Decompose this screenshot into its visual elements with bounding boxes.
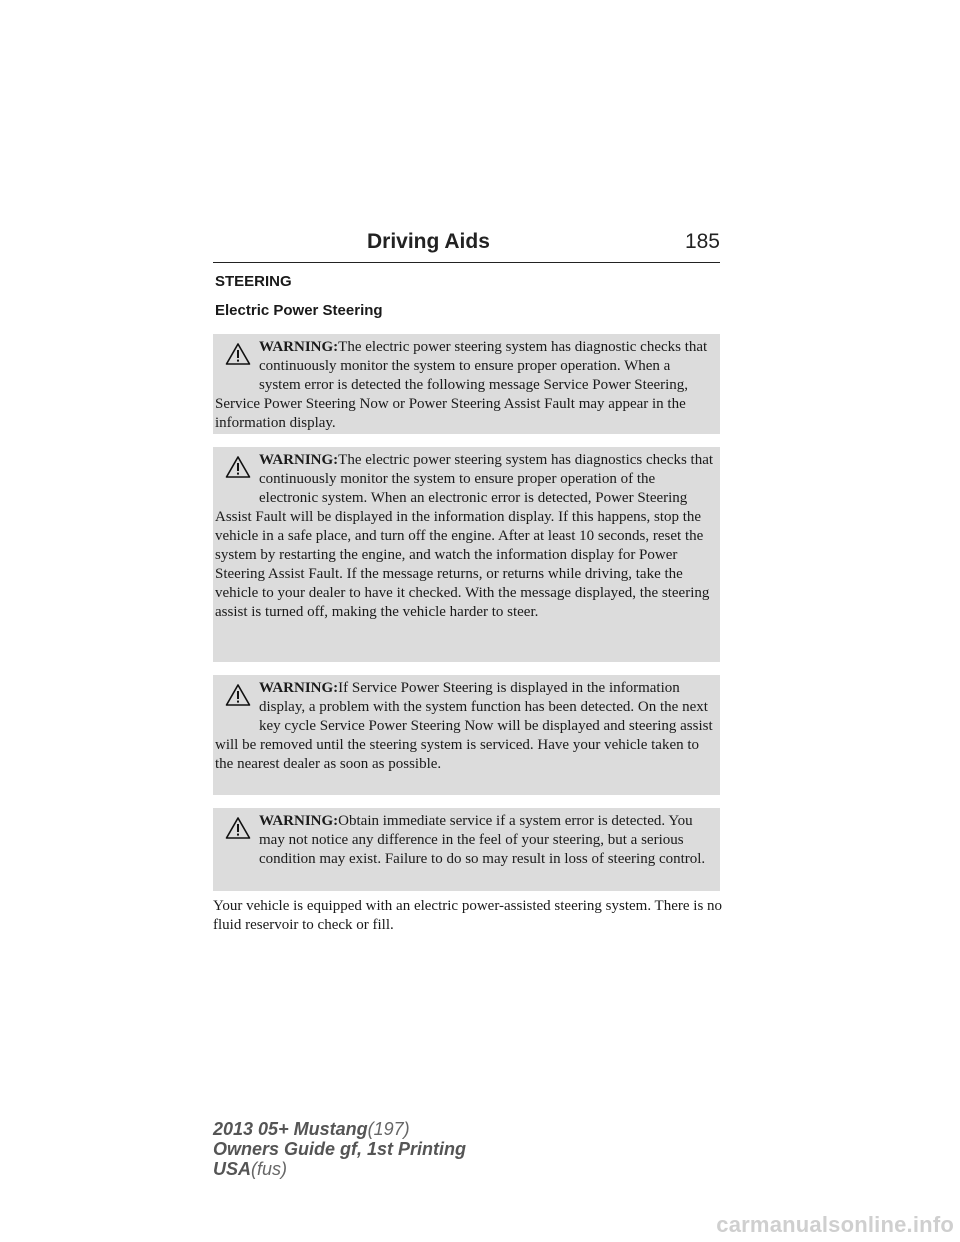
- subsection-heading: Electric Power Steering: [215, 302, 383, 319]
- warning-triangle-icon: [215, 683, 255, 719]
- section-heading: STEERING: [215, 273, 292, 290]
- footer-market-code: (fus): [251, 1159, 288, 1179]
- warning-label: WARNING:: [259, 339, 339, 355]
- body-paragraph: Your vehicle is equipped with an electric power-assisted steering system. There is no fluid reservoir to check or fill.: [213, 898, 723, 933]
- warning-text: The electric power steering system has diagnostic checks that continuously monitor the system to ensure proper operation. When a system error is detected the following message Service Power Steering, Service Power Steering Now or Power Steering Assist Fault may appear in the information display.: [215, 339, 708, 431]
- warning-triangle-icon: [215, 816, 255, 852]
- print-footer: [213, 1119, 466, 1179]
- page-number: 185: [684, 230, 720, 253]
- warning-label: WARNING:: [259, 680, 339, 696]
- warning-box: [213, 334, 720, 434]
- section-title: Driving Aids: [367, 230, 490, 253]
- warning-triangle-icon: [215, 342, 255, 378]
- site-watermark: carmanualsonline.info: [716, 1212, 954, 1237]
- warning-label: WARNING:: [259, 452, 339, 468]
- warning-label: WARNING:: [259, 813, 339, 829]
- footer-line-market: [213, 1159, 466, 1179]
- warning-box: [213, 675, 720, 795]
- warning-triangle-icon: [215, 455, 255, 491]
- warning-box: [213, 808, 720, 891]
- footer-model: 2013 05+ Mustang: [213, 1119, 368, 1139]
- footer-line-guide: Owners Guide gf, 1st Printing: [213, 1139, 467, 1159]
- warning-text: If Service Power Steering is displayed in the information display, a problem with the system function has been detected. On the next key cycle Service Power Steering Now will be displayed and steering assist will be removed until the steering system is serviced. Have your vehicle taken to the nearest dealer as soon as possible.: [215, 680, 713, 772]
- warning-text: The electric power steering system has diagnostics checks that continuously monitor the system to ensure proper operation of the electronic system. When an electronic error is detected, Power Steering Assist Fault will be displayed in the information display. If this happens, stop the vehicle in a safe place, and turn off the engine. After at least 10 seconds, reset the system by restarting the engine, and watch the information display for Power Steering Assist Fault. If the message returns, or returns while driving, take the vehicle to your dealer to have it checked. With the message displayed, the steering assist is turned off, making the vehicle harder to steer.: [215, 452, 714, 620]
- footer-market: USA: [213, 1159, 252, 1179]
- warning-box: [213, 447, 720, 662]
- footer-page-code: (197): [367, 1119, 410, 1139]
- warning-text: Obtain immediate service if a system error is detected. You may not notice any difference in the feel of your steering, but a serious condition may exist. Failure to do so may result in loss of steering control.: [259, 813, 706, 867]
- footer-line-model: [213, 1119, 466, 1139]
- page-header: [213, 228, 720, 263]
